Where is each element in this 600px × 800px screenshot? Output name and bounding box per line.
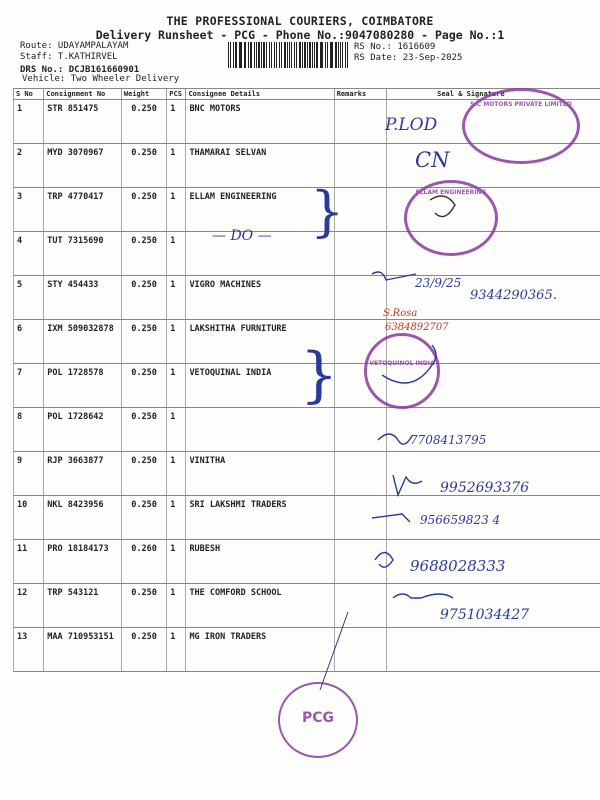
row-consignment-no: TRP 543121 <box>44 584 122 628</box>
row-sno: 9 <box>14 452 44 496</box>
col-remarks: Remarks <box>334 89 386 100</box>
row-weight: 0.250 <box>121 100 166 144</box>
row-pcs: 1 <box>167 584 186 628</box>
staff-label: Staff: T.KATHIRVEL <box>20 52 118 62</box>
phone-row9: 7708413795 <box>410 433 487 447</box>
phone-row6: 6384892707 <box>385 322 449 333</box>
row-consignment-no: IXM 509032878 <box>44 320 122 364</box>
row-consignment-no: TUT 7315690 <box>44 232 122 276</box>
motors-stamp: S.C MOTORS PRIVATE LIMITED <box>462 88 580 164</box>
row-weight: 0.250 <box>121 496 166 540</box>
row-pcs: 1 <box>167 540 186 584</box>
vetoquinol-signature-mark <box>382 345 436 383</box>
row-consignee: THE COMFORD SCHOOL <box>186 584 334 628</box>
row-weight: 0.250 <box>121 188 166 232</box>
phone-row10: 9952693376 <box>440 480 530 496</box>
col-weight: Weight <box>121 89 166 100</box>
brace-rows-7-8: } <box>300 340 339 410</box>
row-pcs: 1 <box>167 100 186 144</box>
brace-rows-3-4: } <box>310 180 345 243</box>
row-weight: 0.250 <box>121 628 166 672</box>
row-weight: 0.250 <box>121 276 166 320</box>
row-consignment-no: TRP 4770417 <box>44 188 122 232</box>
company-title: THE PROFESSIONAL COURIERS, COIMBATORE <box>166 14 434 28</box>
signature-row2: CN <box>415 148 450 172</box>
ditto-mark: — DO — <box>212 228 272 244</box>
row-weight: 0.250 <box>121 320 166 364</box>
row-sno: 10 <box>14 496 44 540</box>
row-consignee: SRI LAKSHMI TRADERS <box>186 496 334 540</box>
row-pcs: 1 <box>167 276 186 320</box>
vinitha-signature-mark <box>378 434 412 444</box>
row-sno: 1 <box>14 100 44 144</box>
row-pcs: 1 <box>167 144 186 188</box>
ellam-signature-mark <box>430 196 455 217</box>
row-pcs: 1 <box>167 320 186 364</box>
rs-date: RS Date: 23-Sep-2025 <box>354 53 463 63</box>
lakshmi-signature-mark <box>393 475 422 495</box>
signature-row6: S.Rosa <box>383 308 418 319</box>
col-consignee: Consignee Details <box>186 89 334 100</box>
phone-row13: 9751034427 <box>440 607 530 623</box>
row-consignee: LAKSHITHA FURNITURE <box>186 320 334 364</box>
row-consignment-no: MAA 710953151 <box>44 628 122 672</box>
row-consignment-no: PRO 18184173 <box>44 540 122 584</box>
row-consignment-no: POL 1728578 <box>44 364 122 408</box>
col-seal: Seal & Signature <box>387 89 600 100</box>
phone-row11: 956659823 4 <box>420 513 501 527</box>
row-pcs: 1 <box>167 496 186 540</box>
row-sno: 3 <box>14 188 44 232</box>
pcg-pen-line <box>320 612 348 690</box>
row-weight: 0.250 <box>121 144 166 188</box>
signature-row1: P.LOD <box>385 115 438 135</box>
row-consignment-no: MYD 3070967 <box>44 144 122 188</box>
row-sno: 4 <box>14 232 44 276</box>
row-consignment-no: STR 851475 <box>44 100 122 144</box>
row-pcs: 1 <box>167 188 186 232</box>
pcg-stamp: PCG <box>278 682 358 758</box>
row-consignment-no: STY 454433 <box>44 276 122 320</box>
phone-row12: 9688028333 <box>410 557 506 575</box>
route-label: Route: UDAYAMPALAYAM <box>20 41 129 51</box>
row-weight: 0.250 <box>121 364 166 408</box>
vehicle-label: Vehicle: Two Wheeler Delivery <box>22 74 180 84</box>
row-sno: 7 <box>14 364 44 408</box>
runsheet-subtitle: Delivery Runsheet - PCG - Phone No.:9047080280 - Page No.:1 <box>95 28 505 42</box>
row-sno: 5 <box>14 276 44 320</box>
row-weight: 0.250 <box>121 232 166 276</box>
row-weight: 0.260 <box>121 540 166 584</box>
row-consignee: BNC MOTORS <box>186 100 334 144</box>
row-weight: 0.250 <box>121 452 166 496</box>
row-consignee: RUBESH <box>186 540 334 584</box>
row-pcs: 1 <box>167 628 186 672</box>
vigro-signature-mark <box>372 272 416 280</box>
row-consignee: THAMARAI SELVAN <box>186 144 334 188</box>
row-consignment-no: NKL 8423956 <box>44 496 122 540</box>
ellam-stamp: ELLAM ENGINEERING <box>404 180 498 256</box>
vetoquinol-stamp: VETOQUINOL INDIA <box>364 333 440 409</box>
row-pcs: 1 <box>167 452 186 496</box>
row-consignee: VETOQUINAL INDIA <box>186 364 334 408</box>
row-consignment-no: POL 1728642 <box>44 408 122 452</box>
row-pcs: 1 <box>167 408 186 452</box>
comford-signature-mark <box>375 553 393 568</box>
rubesh-signature-mark <box>372 514 410 522</box>
row-pcs: 1 <box>167 232 186 276</box>
row-sno: 11 <box>14 540 44 584</box>
row-sno: 6 <box>14 320 44 364</box>
row-sno: 2 <box>14 144 44 188</box>
row-sno: 12 <box>14 584 44 628</box>
row-consignee: VIGRO MACHINES <box>186 276 334 320</box>
col-pcs: PCS <box>167 89 186 100</box>
row-consignment-no: RJP 3663877 <box>44 452 122 496</box>
drs-label: DRS No.: DCJB161660901 <box>20 65 140 75</box>
row-consignee: MG IRON TRADERS <box>186 628 334 672</box>
phone-row5: 9344290365. <box>470 288 557 303</box>
row-consignee: VINITHA <box>186 452 334 496</box>
col-consignment: Consignment No <box>44 89 122 100</box>
row-sno: 13 <box>14 628 44 672</box>
row-pcs: 1 <box>167 364 186 408</box>
mgiron-signature-mark <box>393 594 453 598</box>
row-sno: 8 <box>14 408 44 452</box>
date-row5: 23/9/25 <box>415 276 462 290</box>
rs-number: RS No.: 1616609 <box>354 42 436 52</box>
col-sno: S No <box>14 89 44 100</box>
row-weight: 0.250 <box>121 408 166 452</box>
row-weight: 0.250 <box>121 584 166 628</box>
row-consignee: ELLAM ENGINEERING <box>186 188 334 232</box>
